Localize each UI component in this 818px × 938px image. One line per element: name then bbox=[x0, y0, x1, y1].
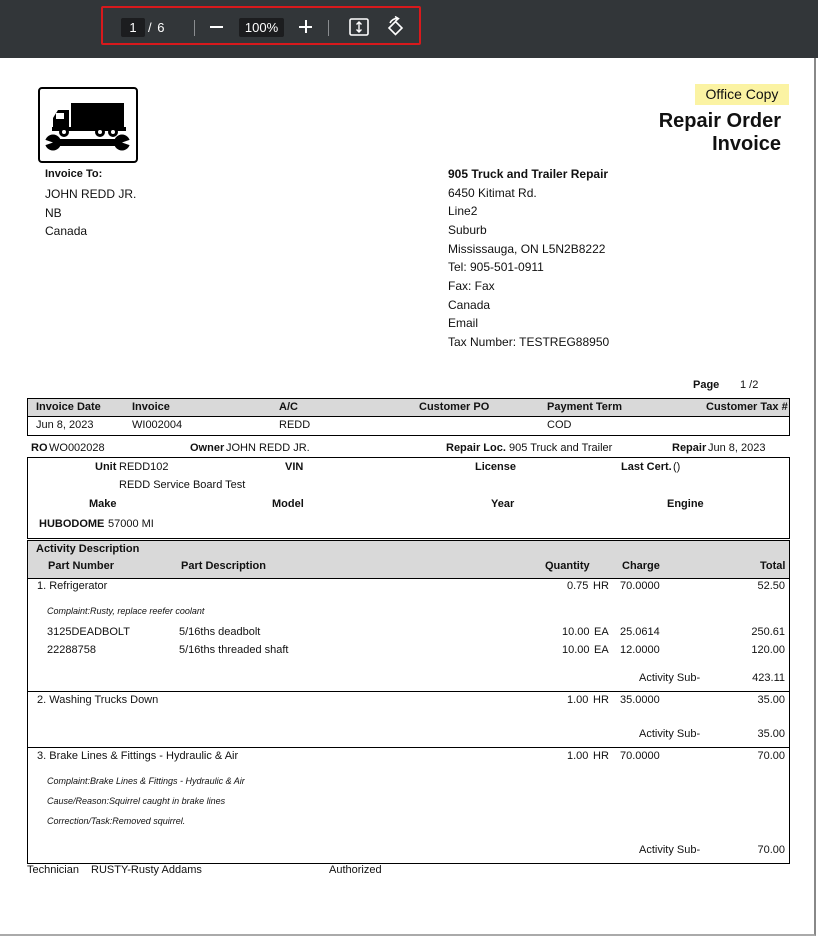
technician-label: Technician bbox=[27, 864, 79, 876]
unit-value: REDD102 bbox=[119, 461, 169, 473]
unit-description: REDD Service Board Test bbox=[119, 479, 246, 491]
rotate-icon bbox=[385, 16, 406, 38]
activity-sub-value: 423.11 bbox=[752, 672, 785, 684]
ac-value: REDD bbox=[279, 419, 311, 431]
activity-note: Complaint:Brake Lines & Fittings - Hydraulic & Air bbox=[47, 776, 245, 786]
ro-value: WO002028 bbox=[49, 442, 105, 454]
activity-title: 1. Refrigerator bbox=[37, 580, 108, 592]
engine-label: Engine bbox=[667, 498, 704, 510]
col-invoice: Invoice bbox=[132, 401, 170, 413]
activity-charge: 70.0000 bbox=[620, 580, 660, 592]
owner-label: Owner bbox=[190, 442, 225, 454]
col-ac: A/C bbox=[279, 401, 298, 413]
model-label: Model bbox=[272, 498, 304, 510]
company-line: Email bbox=[448, 316, 479, 330]
activity-charge: 70.0000 bbox=[620, 750, 660, 762]
part-description: 5/16ths threaded shaft bbox=[179, 644, 289, 656]
part-qty: 10.00 bbox=[562, 644, 590, 656]
page-number-input[interactable]: 1 bbox=[121, 18, 145, 37]
rotate-button[interactable] bbox=[385, 16, 406, 38]
hubodome-value: 57000 MI bbox=[108, 518, 154, 530]
part-total: 250.61 bbox=[751, 626, 785, 638]
page-label: Page bbox=[693, 379, 720, 391]
col-quantity: Quantity bbox=[545, 560, 590, 572]
col-customer-po: Customer PO bbox=[419, 401, 490, 413]
activity-charge: 35.0000 bbox=[620, 694, 660, 706]
authorized-label: Authorized bbox=[329, 864, 382, 876]
activity-note: Correction/Task:Removed squirrel. bbox=[47, 816, 186, 826]
divider bbox=[27, 691, 790, 692]
repair-date-value: Jun 8, 2023 bbox=[708, 442, 766, 454]
activity-note: Complaint:Rusty, replace reefer coolant bbox=[47, 606, 205, 616]
technician-value: RUSTY-Rusty Addams bbox=[91, 864, 202, 876]
doc-title-line2: Invoice bbox=[712, 133, 781, 155]
invoice-to-line: NB bbox=[45, 206, 62, 220]
activity-sub-label: Activity Sub- bbox=[639, 844, 701, 856]
divider bbox=[27, 578, 790, 579]
divider bbox=[27, 747, 790, 748]
activity-sub-value: 35.00 bbox=[757, 728, 785, 740]
zoom-level-input[interactable]: 100% bbox=[239, 18, 284, 37]
office-copy-badge: Office Copy bbox=[695, 84, 789, 105]
fit-page-icon bbox=[349, 18, 369, 36]
activities-header-bg bbox=[28, 541, 789, 578]
invoice-date-value: Jun 8, 2023 bbox=[36, 419, 94, 431]
activity-note: Cause/Reason:Squirrel caught in brake lines bbox=[47, 796, 226, 806]
divider bbox=[27, 416, 790, 417]
company-line: Canada bbox=[448, 298, 491, 312]
part-number: 3125DEADBOLT bbox=[47, 626, 130, 638]
activity-qty: 1.00 bbox=[567, 750, 589, 762]
col-customer-tax: Customer Tax # bbox=[706, 401, 788, 413]
ro-label: RO bbox=[31, 442, 48, 454]
activity-qty: 0.75 bbox=[567, 580, 589, 592]
company-name: 905 Truck and Trailer Repair bbox=[448, 167, 609, 181]
invoice-to-label: Invoice To: bbox=[45, 168, 103, 180]
activity-total: 70.00 bbox=[757, 750, 785, 762]
year-label: Year bbox=[491, 498, 515, 510]
zoom-in-button[interactable] bbox=[296, 17, 316, 37]
doc-title-line1: Repair Order bbox=[658, 110, 781, 132]
activity-sub-value: 70.00 bbox=[757, 844, 785, 856]
activity-title: 2. Washing Trucks Down bbox=[37, 694, 159, 706]
page-value: 1 /2 bbox=[740, 379, 759, 391]
last-cert-label: Last Cert. bbox=[621, 461, 672, 473]
company-line: Suburb bbox=[448, 223, 487, 237]
repair-date-label: Repair bbox=[672, 442, 707, 454]
col-payment-term: Payment Term bbox=[547, 401, 622, 413]
vin-label: VIN bbox=[285, 461, 304, 473]
separator bbox=[328, 20, 329, 36]
unit-label: Unit bbox=[95, 461, 117, 473]
part-charge: 12.0000 bbox=[620, 644, 660, 656]
separator bbox=[194, 20, 195, 36]
company-line: 6450 Kitimat Rd. bbox=[448, 186, 537, 200]
make-label: Make bbox=[89, 498, 117, 510]
part-total: 120.00 bbox=[751, 644, 785, 656]
col-charge: Charge bbox=[622, 560, 660, 572]
activity-unit: HR bbox=[593, 580, 609, 592]
activity-title: 3. Brake Lines & Fittings - Hydraulic & Air bbox=[37, 750, 239, 762]
activity-sub-label: Activity Sub- bbox=[639, 728, 701, 740]
activity-unit: HR bbox=[593, 750, 609, 762]
fit-page-button[interactable] bbox=[349, 18, 369, 36]
part-charge: 25.0614 bbox=[620, 626, 660, 638]
last-cert-value: () bbox=[673, 461, 681, 473]
invoice-to-line: JOHN REDD JR. bbox=[45, 187, 137, 201]
invoice-to-line: Canada bbox=[45, 224, 88, 238]
repair-loc-value: 905 Truck and Trailer bbox=[509, 442, 613, 454]
part-description: 5/16ths deadbolt bbox=[179, 626, 261, 638]
payment-term-value: COD bbox=[547, 419, 572, 431]
part-number: 22288758 bbox=[47, 644, 96, 656]
activity-sub-label: Activity Sub- bbox=[639, 672, 701, 684]
company-line: Mississauga, ON L5N2B8222 bbox=[448, 242, 606, 256]
col-total: Total bbox=[760, 560, 786, 572]
page-total: / 6 bbox=[148, 20, 166, 35]
company-line: Tax Number: TESTREG88950 bbox=[448, 335, 610, 349]
company-line: Fax: Fax bbox=[448, 279, 495, 293]
company-line: Tel: 905-501-0911 bbox=[448, 260, 544, 274]
truck-wrench-logo-icon bbox=[40, 89, 135, 160]
activity-total: 52.50 bbox=[757, 580, 785, 592]
activity-total: 35.00 bbox=[757, 694, 785, 706]
repair-loc-label: Repair Loc. bbox=[446, 442, 506, 454]
zoom-out-button[interactable] bbox=[207, 17, 227, 37]
owner-value: JOHN REDD JR. bbox=[226, 442, 310, 454]
license-label: License bbox=[475, 461, 516, 473]
col-part-number: Part Number bbox=[48, 560, 115, 572]
activity-qty: 1.00 bbox=[567, 694, 589, 706]
col-activity-description: Activity Description bbox=[36, 543, 140, 555]
company-logo bbox=[38, 87, 138, 163]
part-unit: EA bbox=[594, 626, 609, 638]
part-qty: 10.00 bbox=[562, 626, 590, 638]
company-line: Line2 bbox=[448, 204, 478, 218]
invoice-value: WI002004 bbox=[132, 419, 183, 431]
activity-unit: HR bbox=[593, 694, 609, 706]
part-unit: EA bbox=[594, 644, 609, 656]
col-invoice-date: Invoice Date bbox=[36, 401, 101, 413]
hubodome-label: HUBODOME bbox=[39, 518, 105, 530]
pdf-toolbar bbox=[0, 0, 818, 58]
col-part-description: Part Description bbox=[181, 560, 266, 572]
